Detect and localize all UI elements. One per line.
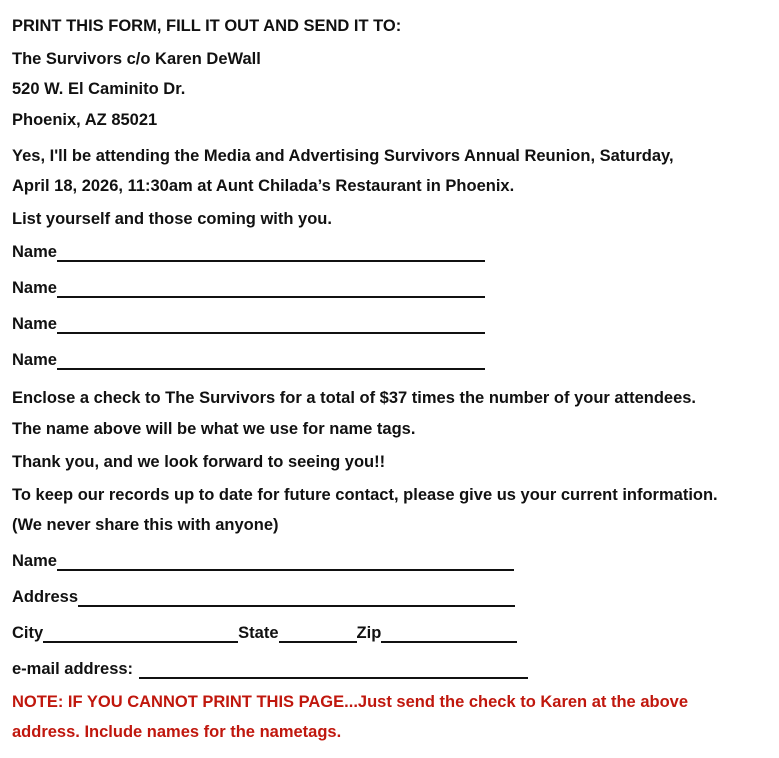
- attendee-name-label: Name: [12, 351, 57, 369]
- attendee-name-field-3[interactable]: [12, 314, 485, 334]
- attendee-name-line[interactable]: [57, 316, 485, 334]
- contact-email-field[interactable]: [12, 659, 528, 679]
- thanks-text: Thank you, and we look forward to seeing you!!: [12, 453, 386, 471]
- contact-name-label: Name: [12, 552, 57, 570]
- contact-email-label: e-mail address:: [12, 660, 134, 678]
- contact-name-field[interactable]: [12, 551, 514, 571]
- payment-text-line1: Enclose a check to The Survivors for a total of $37 times the number of your attendees.: [12, 389, 697, 407]
- rsvp-text-line1: Yes, I'll be attending the Media and Advertising Survivors Annual Reunion, Saturday,: [12, 147, 674, 165]
- payment-text-line2: The name above will be what we use for name tags.: [12, 420, 416, 438]
- attendee-name-field-4[interactable]: [12, 350, 485, 370]
- rsvp-text-line2: April 18, 2026, 11:30am at Aunt Chilada’s Restaurant in Phoenix.: [12, 177, 515, 195]
- list-instruction: List yourself and those coming with you.: [12, 210, 332, 228]
- contact-text-line2: (We never share this with anyone): [12, 516, 279, 534]
- attendee-name-line[interactable]: [57, 244, 485, 262]
- note-text-line2: address. Include names for the nametags.: [12, 723, 342, 741]
- attendee-name-label: Name: [12, 243, 57, 261]
- contact-address-line[interactable]: [78, 589, 515, 607]
- attendee-name-field-2[interactable]: [12, 278, 485, 298]
- attendee-name-line[interactable]: [57, 352, 485, 370]
- contact-address-label: Address: [12, 588, 79, 606]
- contact-state-label: State: [238, 624, 279, 642]
- attendee-name-label: Name: [12, 279, 57, 297]
- contact-name-line[interactable]: [57, 553, 514, 571]
- contact-city-label: City: [12, 624, 44, 642]
- note-text-line1: NOTE: IF YOU CANNOT PRINT THIS PAGE...Just send the check to Karen at the above: [12, 693, 689, 711]
- contact-email-line[interactable]: [139, 661, 528, 679]
- contact-address-field[interactable]: [12, 587, 515, 607]
- contact-zip-line[interactable]: [381, 625, 517, 643]
- mailing-name: The Survivors c/o Karen DeWall: [12, 50, 261, 68]
- contact-city-state-zip-field[interactable]: [12, 623, 517, 643]
- mailing-street: 520 W. El Caminito Dr.: [12, 80, 186, 98]
- contact-zip-label: Zip: [356, 624, 382, 642]
- form-header: PRINT THIS FORM, FILL IT OUT AND SEND IT TO:: [12, 17, 402, 35]
- attendee-name-line[interactable]: [57, 280, 485, 298]
- attendee-name-label: Name: [12, 315, 57, 333]
- mailing-city: Phoenix, AZ 85021: [12, 111, 158, 129]
- contact-text-line1: To keep our records up to date for future contact, please give us your current information.: [12, 486, 718, 504]
- attendee-name-field-1[interactable]: [12, 242, 485, 262]
- contact-state-line[interactable]: [279, 625, 357, 643]
- contact-city-line[interactable]: [43, 625, 238, 643]
